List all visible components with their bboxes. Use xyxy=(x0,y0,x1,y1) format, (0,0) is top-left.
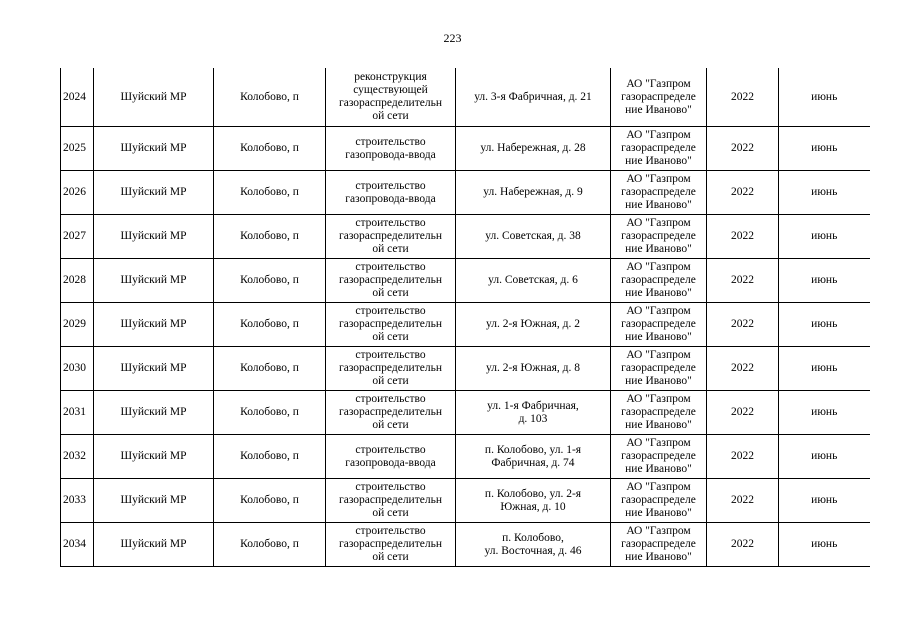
cell-work-type-line: ой сети xyxy=(372,507,409,519)
cell-work-type xyxy=(326,347,456,391)
cell-year: 2022 xyxy=(707,68,779,127)
cell-organization-line: газораспределе xyxy=(621,362,696,374)
cell-work-type-line: газопровода-ввода xyxy=(345,456,436,469)
cell-work-type-line: ой сети xyxy=(372,551,409,563)
cell-year: 2022 xyxy=(707,523,779,567)
cell-settlement: Колобово, п xyxy=(214,303,326,347)
cell-settlement: Колобово, п xyxy=(214,215,326,259)
table-row xyxy=(61,347,870,391)
cell-organization-line: ние Иваново" xyxy=(625,243,692,255)
cell-organization-line: газораспределе xyxy=(621,230,696,242)
cell-organization-line: газораспределе xyxy=(621,142,696,154)
cell-number: 2026 xyxy=(61,171,94,215)
cell-organization-line: ние Иваново" xyxy=(625,375,692,387)
cell-work-type xyxy=(326,171,456,215)
gasification-table xyxy=(60,68,870,567)
table-row xyxy=(61,215,870,259)
cell-organization-line: газораспределе xyxy=(621,318,696,330)
table-row xyxy=(61,523,870,567)
cell-organization-line: ние Иваново" xyxy=(625,331,692,343)
cell-organization-line: газораспределе xyxy=(621,538,696,550)
cell-address xyxy=(456,215,611,259)
cell-address xyxy=(456,303,611,347)
cell-address-line: ул. 3-я Фабричная, д. 21 xyxy=(474,90,592,103)
cell-address xyxy=(456,391,611,435)
cell-month: июнь xyxy=(779,391,870,435)
cell-year: 2022 xyxy=(707,479,779,523)
cell-settlement: Колобово, п xyxy=(214,259,326,303)
cell-address-line: п. Колобово, ул. 2-я xyxy=(484,487,582,500)
cell-organization xyxy=(611,127,707,171)
cell-work-type-line: строительство xyxy=(355,443,426,456)
cell-organization-line: ние Иваново" xyxy=(625,287,692,299)
cell-month: июнь xyxy=(779,479,870,523)
cell-address-line: Южная, д. 10 xyxy=(500,500,566,513)
cell-number: 2033 xyxy=(61,479,94,523)
cell-organization xyxy=(611,435,707,479)
cell-district: Шуйский МР xyxy=(94,479,214,523)
cell-address-line: п. Колобово, ул. 1-я xyxy=(484,443,582,456)
cell-work-type-line: строительство xyxy=(355,349,426,361)
cell-month: июнь xyxy=(779,347,870,391)
cell-month: июнь xyxy=(779,215,870,259)
cell-organization-line: АО "Газпром xyxy=(626,525,691,537)
cell-year: 2022 xyxy=(707,303,779,347)
cell-month: июнь xyxy=(779,259,870,303)
cell-organization-line: ние Иваново" xyxy=(625,551,692,563)
cell-address xyxy=(456,127,611,171)
cell-settlement: Колобово, п xyxy=(214,127,326,171)
cell-work-type-line: ой сети xyxy=(372,331,409,343)
cell-work-type-line: газораспределительн xyxy=(339,97,442,109)
cell-work-type-line: газораспределительн xyxy=(339,406,442,418)
cell-number: 2025 xyxy=(61,127,94,171)
cell-number: 2032 xyxy=(61,435,94,479)
cell-work-type-line: строительство xyxy=(355,179,426,192)
cell-address xyxy=(456,68,611,127)
cell-address xyxy=(456,523,611,567)
cell-address-line: ул. Набережная, д. 28 xyxy=(480,142,586,154)
cell-work-type-line: реконструкция xyxy=(354,71,427,83)
cell-work-type xyxy=(326,303,456,347)
cell-work-type xyxy=(326,215,456,259)
table-row xyxy=(61,127,870,171)
cell-address-line: ул. Набережная, д. 9 xyxy=(483,186,583,198)
cell-address-line: ул. 2-я Южная, д. 2 xyxy=(485,318,581,330)
cell-year: 2022 xyxy=(707,259,779,303)
cell-work-type-line: газопровода-ввода xyxy=(345,192,436,205)
table-row xyxy=(61,68,870,127)
cell-district: Шуйский МР xyxy=(94,215,214,259)
cell-work-type xyxy=(326,479,456,523)
cell-month: июнь xyxy=(779,523,870,567)
cell-organization-line: газораспределе xyxy=(621,186,696,198)
cell-settlement: Колобово, п xyxy=(214,68,326,127)
cell-address-line: ул. 1-я Фабричная, xyxy=(487,399,579,412)
cell-year: 2022 xyxy=(707,171,779,215)
cell-organization xyxy=(611,479,707,523)
cell-work-type xyxy=(326,523,456,567)
cell-organization xyxy=(611,303,707,347)
cell-organization-line: АО "Газпром xyxy=(626,129,691,141)
cell-year: 2022 xyxy=(707,215,779,259)
cell-organization-line: ние Иваново" xyxy=(625,507,692,519)
cell-organization-line: АО "Газпром xyxy=(626,77,691,90)
table-row xyxy=(61,259,870,303)
cell-district: Шуйский МР xyxy=(94,259,214,303)
cell-number: 2027 xyxy=(61,215,94,259)
cell-organization xyxy=(611,68,707,127)
cell-work-type-line: газораспределительн xyxy=(339,274,442,286)
cell-work-type-line: существующей xyxy=(353,84,428,96)
cell-address-line: д. 103 xyxy=(518,412,548,425)
cell-settlement: Колобово, п xyxy=(214,479,326,523)
cell-work-type xyxy=(326,68,456,127)
cell-number: 2031 xyxy=(61,391,94,435)
cell-month: июнь xyxy=(779,68,870,127)
cell-district: Шуйский МР xyxy=(94,171,214,215)
cell-year: 2022 xyxy=(707,435,779,479)
cell-work-type-line: строительство xyxy=(355,135,426,148)
cell-organization-line: АО "Газпром xyxy=(626,217,691,229)
cell-organization-line: АО "Газпром xyxy=(626,393,691,405)
cell-number: 2024 xyxy=(61,68,94,127)
cell-settlement: Колобово, п xyxy=(214,391,326,435)
cell-settlement: Колобово, п xyxy=(214,435,326,479)
cell-work-type-line: газораспределительн xyxy=(339,318,442,330)
cell-address-line: ул. Советская, д. 38 xyxy=(485,230,581,242)
cell-settlement: Колобово, п xyxy=(214,171,326,215)
table-row xyxy=(61,391,870,435)
cell-district: Шуйский МР xyxy=(94,303,214,347)
cell-district: Шуйский МР xyxy=(94,68,214,127)
cell-number: 2029 xyxy=(61,303,94,347)
cell-district: Шуйский МР xyxy=(94,391,214,435)
cell-organization xyxy=(611,523,707,567)
cell-work-type-line: газораспределительн xyxy=(339,538,442,550)
cell-organization-line: АО "Газпром xyxy=(626,173,691,185)
cell-organization-line: газораспределе xyxy=(621,90,696,103)
cell-organization-line: ние Иваново" xyxy=(625,199,692,211)
table-row xyxy=(61,171,870,215)
cell-work-type-line: газораспределительн xyxy=(339,362,442,374)
cell-work-type-line: строительство xyxy=(355,481,426,493)
cell-address xyxy=(456,479,611,523)
cell-address-line: ул. Советская, д. 6 xyxy=(488,274,578,286)
page-number: 223 xyxy=(443,31,462,45)
cell-work-type-line: газораспределительн xyxy=(339,230,442,242)
cell-settlement: Колобово, п xyxy=(214,523,326,567)
cell-address-line: п. Колобово, xyxy=(502,531,564,544)
cell-month: июнь xyxy=(779,171,870,215)
cell-work-type-line: строительство xyxy=(355,525,426,537)
cell-address xyxy=(456,435,611,479)
cell-number: 2030 xyxy=(61,347,94,391)
cell-work-type xyxy=(326,127,456,171)
cell-organization xyxy=(611,259,707,303)
cell-organization-line: ние Иваново" xyxy=(625,463,692,475)
cell-organization-line: ние Иваново" xyxy=(625,419,692,431)
cell-work-type-line: строительство xyxy=(355,393,426,405)
cell-work-type-line: ой сети xyxy=(372,243,409,255)
cell-settlement: Колобово, п xyxy=(214,347,326,391)
cell-organization xyxy=(611,391,707,435)
cell-work-type-line: строительство xyxy=(355,217,426,229)
cell-organization-line: газораспределе xyxy=(621,406,696,418)
table-row xyxy=(61,435,870,479)
cell-organization-line: газораспределе xyxy=(621,274,696,286)
cell-district: Шуйский МР xyxy=(94,523,214,567)
cell-address xyxy=(456,259,611,303)
cell-work-type-line: ой сети xyxy=(372,419,409,431)
cell-address-line: Фабричная, д. 74 xyxy=(491,456,575,469)
table-row xyxy=(61,303,870,347)
cell-organization-line: АО "Газпром xyxy=(626,261,691,273)
cell-organization-line: ние Иваново" xyxy=(625,155,692,167)
cell-organization-line: АО "Газпром xyxy=(626,481,691,493)
cell-work-type-line: ой сети xyxy=(372,287,409,299)
cell-number: 2028 xyxy=(61,259,94,303)
table-body xyxy=(61,68,870,567)
cell-address-line: ул. Восточная, д. 46 xyxy=(484,544,582,557)
cell-number: 2034 xyxy=(61,523,94,567)
cell-work-type xyxy=(326,259,456,303)
cell-address xyxy=(456,347,611,391)
cell-organization-line: АО "Газпром xyxy=(626,437,691,449)
cell-district: Шуйский МР xyxy=(94,347,214,391)
cell-organization-line: АО "Газпром xyxy=(626,349,691,361)
cell-year: 2022 xyxy=(707,127,779,171)
cell-address xyxy=(456,171,611,215)
cell-address-line: ул. 2-я Южная, д. 8 xyxy=(485,362,581,374)
cell-organization-line: АО "Газпром xyxy=(626,305,691,317)
cell-work-type xyxy=(326,391,456,435)
cell-district: Шуйский МР xyxy=(94,435,214,479)
table-row xyxy=(61,479,870,523)
cell-organization-line: газораспределе xyxy=(621,494,696,506)
cell-month: июнь xyxy=(779,303,870,347)
cell-organization-line: газораспределе xyxy=(621,450,696,462)
cell-work-type xyxy=(326,435,456,479)
cell-work-type-line: газопровода-ввода xyxy=(345,148,436,161)
cell-organization-line: ние Иваново" xyxy=(625,103,692,116)
cell-work-type-line: ой сети xyxy=(372,375,409,387)
cell-organization xyxy=(611,347,707,391)
cell-work-type-line: газораспределительн xyxy=(339,494,442,506)
cell-organization xyxy=(611,215,707,259)
cell-organization xyxy=(611,171,707,215)
cell-month: июнь xyxy=(779,435,870,479)
cell-district: Шуйский МР xyxy=(94,127,214,171)
cell-year: 2022 xyxy=(707,347,779,391)
cell-work-type-line: строительство xyxy=(355,305,426,317)
cell-work-type-line: ой сети xyxy=(372,110,409,122)
cell-year: 2022 xyxy=(707,391,779,435)
cell-work-type-line: строительство xyxy=(355,261,426,273)
cell-month: июнь xyxy=(779,127,870,171)
